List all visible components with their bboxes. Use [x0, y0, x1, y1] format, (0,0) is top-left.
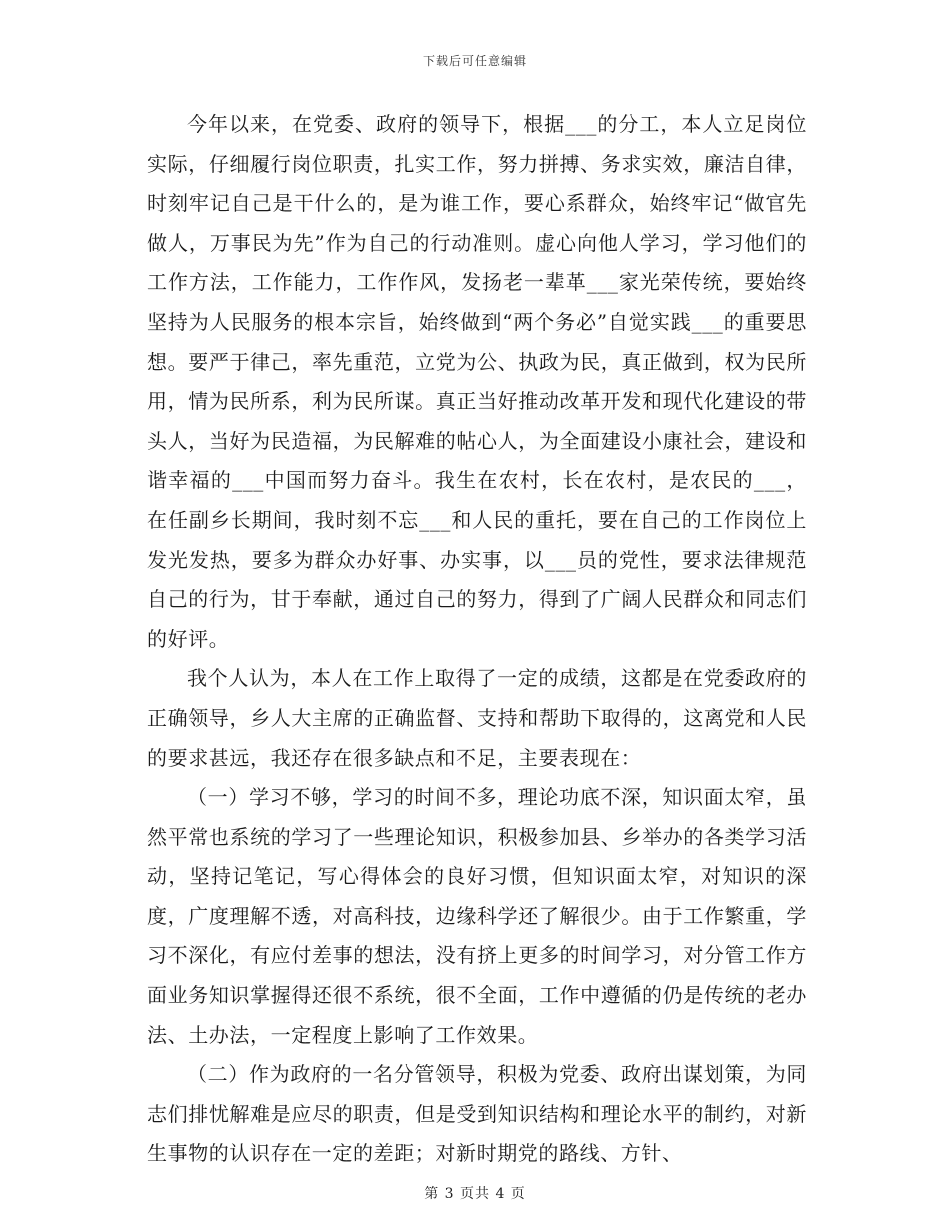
page-header: 下载后可任意编辑	[422, 54, 527, 68]
paragraph: （二）作为政府的一名分管领导，积极为党委、政府出谋划策，为同志们排忧解难是应尽的职责，但是受到知识结构和理论水平的制约，对新生事物的认识存在一定的差距；对新时期党的路线、方针、	[147, 1062, 807, 1166]
paragraph: 我个人认为，本人在工作上取得了一定的成绩，这都是在党委政府的正确领导，乡人大主席的正确监督、支持和帮助下取得的，这离党和人民的要求甚远，我还存在很多缺点和不足，主要表现在：	[147, 666, 807, 770]
paragraph: （一）学习不够，学习的时间不多，理论功底不深，知识面太窄，虽然平常也系统的学习了一些理论知识，积极参加县、乡举办的各类学习活动，坚持记笔记，写心得体会的良好习惯，但知识面太窄，对知识的深度，广度理解不透，对高科技，边缘科学还了解很少。由于工作繁重，学习不深化，有应付差事的想法，没有挤上更多的时间学习，对分管工作方面业务知识掌握得还很不系统，很不全面，工作中遵循的仍是传统的老办法、土办法，一定程度上影响了工作效果。	[147, 785, 807, 1047]
page-number: 第 3 页共 4 页	[424, 1186, 526, 1202]
paragraph: 今年以来，在党委、政府的领导下，根据___的分工，本人立足岗位实际，仔细履行岗位职责，扎实工作，努力拼搏、务求实效，廉洁自律，时刻牢记自己是干什么的，是为谁工作，要心系群众，始终牢记“做官先做人，万事民为先”作为自己的行动准则。虚心向他人学习，学习他们的工作方法，工作能力，工作作风，发扬老一辈革___家光荣传统，要始终坚持为人民服务的根本宗旨，始终做到“两个务必”自觉实践___的重要思想。要严于律己，率先重范，立党为公、执政为民，真正做到，权为民所用，情为民所系，利为民所谋。真正当好推动改革开发和现代化建设的带头人，当好为民造福，为民解难的帖心人，为全面建设小康社会，建设和谐幸福的___中国而努力奋斗。我生在农村，长在农村，是农民的___，在任副乡长期间，我时刻不忘___和人民的重托，要在自己的工作岗位上发光发热，要多为群众办好事、办实事，以___员的党性，要求法律规范自己的行为，甘于奉献，通过自己的努力，得到了广阔人民群众和同志们的好评。	[147, 112, 807, 651]
document-body	[147, 105, 807, 1174]
